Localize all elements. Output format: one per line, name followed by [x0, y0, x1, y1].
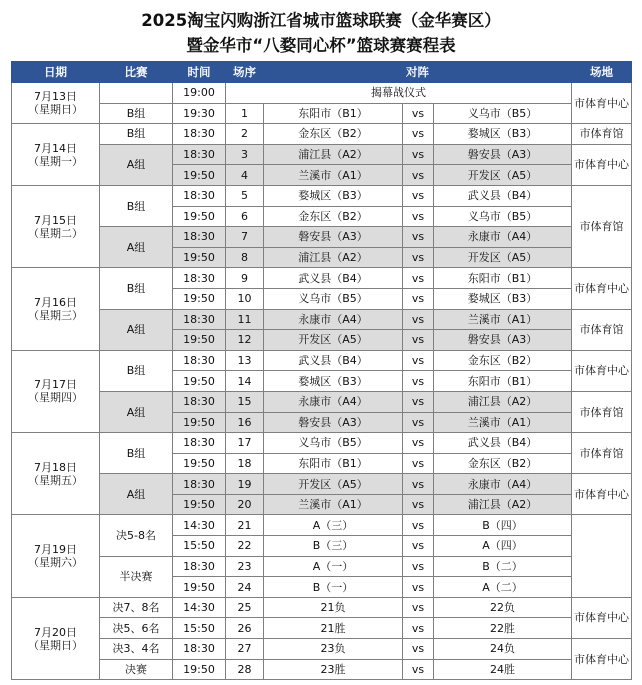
match-no-cell: 5 — [226, 185, 264, 206]
time-cell: 18:30 — [173, 185, 226, 206]
venue-cell: 市体育馆 — [572, 391, 632, 432]
match-no-cell: 25 — [226, 597, 264, 618]
vs-cell: vs — [403, 577, 434, 598]
away-team-cell: 浦江县（A2） — [434, 494, 572, 515]
away-team-cell: 永康市（A4） — [434, 227, 572, 248]
table-row — [12, 83, 632, 104]
away-team-cell: 永康市（A4） — [434, 474, 572, 495]
home-team-cell: 金东区（B2） — [264, 124, 403, 145]
venue-cell: 市体育中心 — [572, 144, 632, 185]
match-no-cell: 3 — [226, 144, 264, 165]
page-subtitle: 暨金华市“八婺同心杯”篮球赛赛程表 — [186, 36, 456, 55]
match-no-cell: 13 — [226, 350, 264, 371]
group-cell: 决赛 — [100, 659, 173, 680]
away-team-cell: 磐安县（A3） — [434, 330, 572, 351]
table-row — [12, 268, 632, 289]
vs-cell: vs — [403, 309, 434, 330]
vs-cell: vs — [403, 639, 434, 660]
group-cell: B组 — [100, 268, 173, 309]
table-row — [12, 391, 632, 412]
group-cell: B组 — [100, 124, 173, 145]
time-cell: 18:30 — [173, 391, 226, 412]
match-no-cell: 2 — [226, 124, 264, 145]
away-team-cell: B（四） — [434, 515, 572, 536]
vs-cell: vs — [403, 659, 434, 680]
table-row — [12, 659, 632, 680]
away-team-cell: 东阳市（B1） — [434, 268, 572, 289]
away-team-cell: 兰溪市（A1） — [434, 412, 572, 433]
match-no-cell: 7 — [226, 227, 264, 248]
vs-cell: vs — [403, 350, 434, 371]
group-cell: 决7、8名 — [100, 597, 173, 618]
vs-cell: vs — [403, 247, 434, 268]
away-team-cell: 武义县（B4） — [434, 433, 572, 454]
venue-cell: 市体育中心 — [572, 268, 632, 309]
match-no-cell: 21 — [226, 515, 264, 536]
away-team-cell: B（二） — [434, 556, 572, 577]
vs-cell: vs — [403, 536, 434, 557]
vs-cell: vs — [403, 144, 434, 165]
venue-cell — [572, 515, 632, 597]
header-time: 时间 — [173, 62, 226, 83]
home-team-cell: 义乌市（B5） — [264, 288, 403, 309]
home-team-cell: 开发区（A5） — [264, 474, 403, 495]
table-row — [12, 103, 632, 124]
match-no-cell: 18 — [226, 453, 264, 474]
home-team-cell: 浦江县（A2） — [264, 144, 403, 165]
group-cell: 决5、6名 — [100, 618, 173, 639]
away-team-cell: A（四） — [434, 536, 572, 557]
time-cell: 19:50 — [173, 494, 226, 515]
vs-cell: vs — [403, 597, 434, 618]
match-no-cell: 6 — [226, 206, 264, 227]
page-title: 2025淘宝闪购浙江省城市篮球联赛（金华赛区） — [141, 11, 501, 30]
vs-cell: vs — [403, 618, 434, 639]
away-team-cell: 兰溪市（A1） — [434, 309, 572, 330]
home-team-cell: 东阳市（B1） — [264, 453, 403, 474]
time-cell: 19:50 — [173, 288, 226, 309]
vs-cell: vs — [403, 124, 434, 145]
home-team-cell: 磐安县（A3） — [264, 227, 403, 248]
match-no-cell: 14 — [226, 371, 264, 392]
header-group: 比赛 — [100, 62, 173, 83]
venue-cell: 市体育馆 — [572, 433, 632, 474]
away-team-cell: 东阳市（B1） — [434, 371, 572, 392]
group-cell: A组 — [100, 227, 173, 268]
vs-cell: vs — [403, 165, 434, 186]
match-no-cell: 17 — [226, 433, 264, 454]
time-cell: 19:50 — [173, 206, 226, 227]
vs-cell: vs — [403, 433, 434, 454]
match-no-cell: 12 — [226, 330, 264, 351]
match-no-cell: 27 — [226, 639, 264, 660]
table-row — [12, 309, 632, 330]
home-team-cell: 23胜 — [264, 659, 403, 680]
match-no-cell: 4 — [226, 165, 264, 186]
time-cell: 18:30 — [173, 474, 226, 495]
away-team-cell: 24胜 — [434, 659, 572, 680]
group-cell: B组 — [100, 350, 173, 391]
home-team-cell: 磐安县（A3） — [264, 412, 403, 433]
time-cell: 18:30 — [173, 639, 226, 660]
time-cell: 18:30 — [173, 350, 226, 371]
vs-cell: vs — [403, 453, 434, 474]
vs-cell: vs — [403, 103, 434, 124]
date-cell: 7月20日 （星期日） — [12, 597, 100, 679]
away-team-cell: 婺城区（B3） — [434, 288, 572, 309]
time-cell: 19:50 — [173, 247, 226, 268]
date-cell: 7月13日 （星期日） — [12, 83, 100, 124]
group-cell: B组 — [100, 185, 173, 226]
group-cell: A组 — [100, 144, 173, 185]
time-cell: 19:50 — [173, 371, 226, 392]
vs-cell: vs — [403, 268, 434, 289]
date-cell: 7月14日 （星期一） — [12, 124, 100, 186]
vs-cell: vs — [403, 556, 434, 577]
home-team-cell: 浦江县（A2） — [264, 247, 403, 268]
away-team-cell: 金东区（B2） — [434, 453, 572, 474]
venue-cell: 市体育馆 — [572, 309, 632, 350]
vs-cell: vs — [403, 185, 434, 206]
home-team-cell: 东阳市（B1） — [264, 103, 403, 124]
header-venue: 场地 — [572, 62, 632, 83]
away-team-cell: 开发区（A5） — [434, 247, 572, 268]
away-team-cell: A（二） — [434, 577, 572, 598]
time-cell: 19:50 — [173, 165, 226, 186]
time-cell: 18:30 — [173, 556, 226, 577]
group-cell: 决3、4名 — [100, 639, 173, 660]
group-cell: A组 — [100, 309, 173, 350]
home-team-cell: 开发区（A5） — [264, 330, 403, 351]
away-team-cell: 24负 — [434, 639, 572, 660]
home-team-cell: 婺城区（B3） — [264, 185, 403, 206]
vs-cell: vs — [403, 330, 434, 351]
group-cell: B组 — [100, 103, 173, 124]
match-no-cell: 22 — [226, 536, 264, 557]
time-cell: 19:50 — [173, 453, 226, 474]
away-team-cell: 开发区（A5） — [434, 165, 572, 186]
venue-cell: 市体育中心 — [572, 83, 632, 124]
match-no-cell: 8 — [226, 247, 264, 268]
match-no-cell: 10 — [226, 288, 264, 309]
header-match-no: 场序 — [226, 62, 264, 83]
table-row — [12, 433, 632, 454]
vs-cell: vs — [403, 371, 434, 392]
table-row — [12, 556, 632, 577]
match-no-cell: 24 — [226, 577, 264, 598]
vs-cell: vs — [403, 412, 434, 433]
match-no-cell: 26 — [226, 618, 264, 639]
date-cell: 7月16日 （星期三） — [12, 268, 100, 350]
time-cell: 14:30 — [173, 597, 226, 618]
home-team-cell: B（三） — [264, 536, 403, 557]
table-row — [12, 597, 632, 618]
time-cell: 14:30 — [173, 515, 226, 536]
time-cell: 19:30 — [173, 103, 226, 124]
away-team-cell: 武义县（B4） — [434, 185, 572, 206]
home-team-cell: 21胜 — [264, 618, 403, 639]
schedule-table — [11, 61, 632, 680]
time-cell: 18:30 — [173, 144, 226, 165]
match-no-cell: 15 — [226, 391, 264, 412]
match-no-cell: 16 — [226, 412, 264, 433]
group-cell: 半决赛 — [100, 556, 173, 597]
vs-cell: vs — [403, 391, 434, 412]
time-cell: 18:30 — [173, 227, 226, 248]
home-team-cell: A（三） — [264, 515, 403, 536]
date-cell: 7月15日 （星期二） — [12, 185, 100, 267]
away-team-cell: 金东区（B2） — [434, 350, 572, 371]
venue-cell: 市体育馆 — [572, 124, 632, 145]
time-cell: 19:00 — [173, 83, 226, 104]
time-cell: 18:30 — [173, 309, 226, 330]
home-team-cell: 21负 — [264, 597, 403, 618]
date-cell: 7月19日 （星期六） — [12, 515, 100, 597]
time-cell: 19:50 — [173, 577, 226, 598]
table-row — [12, 227, 632, 248]
table-row — [12, 618, 632, 639]
match-no-cell: 28 — [226, 659, 264, 680]
match-no-cell: 1 — [226, 103, 264, 124]
home-team-cell: B（一） — [264, 577, 403, 598]
home-team-cell: 兰溪市（A1） — [264, 165, 403, 186]
away-team-cell: 义乌市（B5） — [434, 206, 572, 227]
table-row — [12, 124, 632, 145]
time-cell: 15:50 — [173, 618, 226, 639]
time-cell: 19:50 — [173, 412, 226, 433]
away-team-cell: 义乌市（B5） — [434, 103, 572, 124]
home-team-cell: 永康市（A4） — [264, 309, 403, 330]
date-cell: 7月18日 （星期五） — [12, 433, 100, 515]
time-cell: 18:30 — [173, 268, 226, 289]
time-cell: 19:50 — [173, 659, 226, 680]
away-team-cell: 婺城区（B3） — [434, 124, 572, 145]
time-cell: 19:50 — [173, 330, 226, 351]
time-cell: 15:50 — [173, 536, 226, 557]
venue-cell: 市体育中心 — [572, 350, 632, 391]
table-row — [12, 350, 632, 371]
match-no-cell: 20 — [226, 494, 264, 515]
home-team-cell: 23负 — [264, 639, 403, 660]
venue-cell: 市体育馆 — [572, 185, 632, 267]
home-team-cell: 永康市（A4） — [264, 391, 403, 412]
venue-cell: 市体育中心 — [572, 597, 632, 638]
vs-cell: vs — [403, 474, 434, 495]
away-team-cell: 22胜 — [434, 618, 572, 639]
match-no-cell: 11 — [226, 309, 264, 330]
group-cell: 决5-8名 — [100, 515, 173, 556]
home-team-cell: 兰溪市（A1） — [264, 494, 403, 515]
venue-cell: 市体育中心 — [572, 474, 632, 515]
away-team-cell: 22负 — [434, 597, 572, 618]
table-row — [12, 639, 632, 660]
away-team-cell: 浦江县（A2） — [434, 391, 572, 412]
home-team-cell: 义乌市（B5） — [264, 433, 403, 454]
date-cell: 7月17日 （星期四） — [12, 350, 100, 432]
home-team-cell: 武义县（B4） — [264, 350, 403, 371]
group-cell: A组 — [100, 391, 173, 432]
header-date: 日期 — [12, 62, 100, 83]
time-cell: 18:30 — [173, 433, 226, 454]
match-no-cell: 19 — [226, 474, 264, 495]
vs-cell: vs — [403, 227, 434, 248]
table-header-row — [12, 62, 632, 83]
vs-cell: vs — [403, 494, 434, 515]
table-row — [12, 144, 632, 165]
group-cell: A组 — [100, 474, 173, 515]
match-no-cell: 9 — [226, 268, 264, 289]
home-team-cell: 武义县（B4） — [264, 268, 403, 289]
table-row — [12, 474, 632, 495]
vs-cell: vs — [403, 288, 434, 309]
table-row — [12, 515, 632, 536]
table-row — [12, 185, 632, 206]
time-cell: 18:30 — [173, 124, 226, 145]
ceremony-cell: 揭幕战仪式 — [226, 83, 572, 104]
group-cell: B组 — [100, 433, 173, 474]
match-no-cell: 23 — [226, 556, 264, 577]
vs-cell: vs — [403, 206, 434, 227]
header-matchup: 对阵 — [264, 62, 572, 83]
vs-cell: vs — [403, 515, 434, 536]
venue-cell: 市体育中心 — [572, 639, 632, 680]
home-team-cell: 婺城区（B3） — [264, 371, 403, 392]
group-cell — [100, 83, 173, 104]
away-team-cell: 磐安县（A3） — [434, 144, 572, 165]
home-team-cell: A（一） — [264, 556, 403, 577]
home-team-cell: 金东区（B2） — [264, 206, 403, 227]
